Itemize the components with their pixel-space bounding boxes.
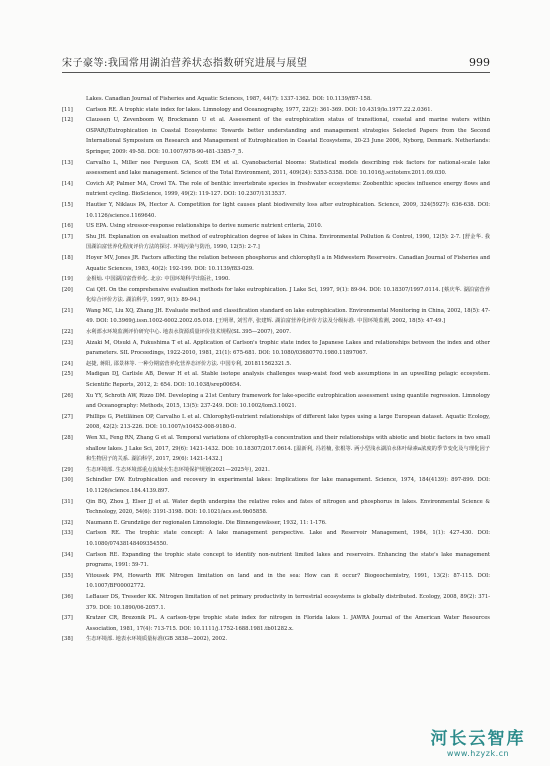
- reference-entry: [62, 274, 490, 285]
- reference-entry: [62, 200, 490, 221]
- reference-number: [16]: [62, 223, 73, 230]
- reference-number: [12]: [62, 117, 73, 124]
- reference-text: LeBauer DS, Treseder KK. Nitrogen limitation of net primary productivity in terrestrial ecosystems is globally distributed. Ecology, 2008, 89(2): 371-379. DOI: 10.1890/06-2057.1.: [86, 593, 490, 611]
- reference-text: Aizaki M, Otsuki A, Fukushima T et al. Application of Carlson's trophic state index to Japanese Lakes and relationships between the index and other parameters. SIL Proceedings, 1922-2010, 1981, 21(1): 675-681. DOI: 10.1080/03680770.1980.11897067.: [86, 339, 490, 357]
- reference-text: Schindler DW. Eutrophication and recovery in experimental lakes: Implications for lake management. Science, 1974, 184(4139): 897-899. DOI: 10.1126/science.184.4139.897.: [86, 477, 490, 494]
- reference-text: 金相灿. 中国湖泊富营养化. 北京: 中国环境科学出版社, 1990.: [86, 276, 230, 283]
- reference-entry: [62, 465, 490, 476]
- reference-text: Cai QH. On the comprehensive evaluation methods for lake eutrophication. J Lake Sci, 1997, 9(1): 89-94. DOI: 10.18307/1997.0114. [蔡庆华. 湖泊富营养化综合评价方法. 湖泊科学, 1997, 9(1): 89-94.]: [86, 286, 490, 304]
- reference-text: Lakes. Canadian Journal of Fisheries and Aquatic Sciences, 1987, 44(7): 1337-1362. DOI: 10.1139/f87-158.: [86, 96, 372, 102]
- reference-number: [34]: [62, 551, 73, 558]
- reference-text: 赵捷, 蒋阳, 邵景林等. 一种分期富营养化营养态评价方法. 中国专利, 201811562321.5.: [86, 360, 292, 367]
- header-rule: [62, 72, 490, 73]
- reference-text: Hautier Y, Niklaus PA, Hector A. Competition for light causes plant biodiversity loss after eutrophication. Science, 2009, 324(5927): 636-638. DOI: 10.1126/science.1169640.: [86, 201, 490, 219]
- reference-number: [29]: [62, 466, 73, 473]
- reference-entry: [62, 359, 490, 370]
- reference-number: [19]: [62, 276, 73, 283]
- reference-entry: [62, 412, 490, 433]
- reference-entry: [62, 221, 490, 232]
- running-header: [62, 54, 490, 69]
- reference-entry: [62, 285, 490, 306]
- reference-text: Covich AP, Palmer MA, Crowl TA. The role of benthic invertebrate species in freshwater ecosystems: Zoobenthic species influence energy flows and nutrient cycling. BioScience, 1999, 49(2): 119-127. DOI: 10.2307/1313537.: [86, 180, 490, 198]
- reference-list: [62, 94, 490, 645]
- reference-entry: [62, 253, 490, 274]
- reference-text: Carlson RE. A trophic state index for lakes. Limnology and Oceanography, 1977, 22(2): 361-369. DOI: 10.4319/lo.1977.22.2.0361.: [86, 106, 433, 113]
- reference-text: Wang MC, Liu XQ, Zhang JH. Evaluate method and classification standard on lake eutrophication. Environmental Monitoring in China, 2002, 18(5): 47-49. DOI: 10.3969/j.issn.1002-6002.2002.05.018. [王明翠, 刘雪芹, 张建辉. 湖泊富营养化评价方法及分级标准. 中国环境监测, 2002, 18(5): 47-49.]: [86, 307, 490, 325]
- reference-number: [33]: [62, 530, 73, 537]
- reference-text: Carlson RE. Expanding the trophic state concept to identify non-nutrient limited lakes and reservoirs. Enhancing the state's lake management programs, 1991: 59-71.: [86, 551, 490, 569]
- reference-text: 生态环境部. 地表水环境质量标准(GB 3838—2002), 2002.: [86, 636, 227, 643]
- reference-number: [23]: [62, 339, 73, 346]
- reference-number: [18]: [62, 254, 73, 261]
- reference-number: [15]: [62, 201, 73, 208]
- reference-entry: [62, 592, 490, 613]
- reference-number: [37]: [62, 615, 73, 622]
- reference-entry: [62, 115, 490, 157]
- reference-entry: [62, 518, 490, 529]
- reference-entry: [62, 550, 490, 571]
- reference-number: [20]: [62, 286, 73, 293]
- reference-number: [31]: [62, 498, 73, 505]
- reference-text: Wen XL, Feng RN, Zhang G et al. Temporal variations of chlorophyll-a concentration and their relationships with abiotic and biotic factors in two small shallow lakes. J Lake Sci, 2017, 29(6): 1421-1432. DOI: 10.18307/2017.0614. [温新利, 冯若楠, 张根等. 两小型浅水湖泊水体叶绿素a浓度的季节变化及与理化因子和生物因子的关系. 湖泊科学, 2017, 29(6): 1421-1432.]: [86, 435, 490, 463]
- reference-entry: [62, 327, 490, 338]
- reference-number: [35]: [62, 572, 73, 579]
- reference-entry: [62, 528, 490, 549]
- running-title: 宋子豪等:我国常用湖泊营养状态指数研究进展与展望: [62, 58, 308, 69]
- reference-text: Naumann E. Grundzüge der regionalen Limnologie. Die Binnengewässer, 1932, 11: 1-176.: [86, 519, 327, 526]
- reference-entry: [62, 94, 490, 105]
- watermark-url: www.hzyzk.cn: [446, 749, 510, 758]
- reference-entry: [62, 571, 490, 592]
- reference-number: [26]: [62, 392, 73, 399]
- reference-text: Qin BQ, Zhou J, Elser JJ et al. Water depth underpins the relative roles and fates of nitrogen and phosphorus in lakes. Environmental Science & Technology, 2020, 54(6): 3191-3198. DOI: 10.1021/acs.est.9b05858.: [86, 498, 490, 516]
- watermark-title: 河长云智库: [430, 729, 526, 749]
- reference-number: [30]: [62, 477, 73, 484]
- reference-number: [21]: [62, 307, 73, 314]
- reference-entry: [62, 105, 490, 116]
- reference-number: [32]: [62, 519, 73, 526]
- reference-number: [14]: [62, 180, 73, 187]
- reference-entry: [62, 433, 490, 465]
- reference-number: [28]: [62, 435, 73, 441]
- reference-text: 水利部水环境监测评价研究中心. 地表水资源质量评价技术规程(SL 395—2007), 2007.: [86, 329, 291, 336]
- reference-entry: [62, 497, 490, 518]
- watermark-logo: [418, 724, 538, 758]
- reference-number: [24]: [62, 360, 73, 367]
- reference-text: Phillips G, Pietiläinen OP, Carvalho L et al. Chlorophyll-nutrient relationships of different lake types using a large European dataset. Aquatic Ecology, 2008, 42(2): 213-226. DOI: 10.1007/s10452-008-9180-0.: [86, 413, 490, 431]
- reference-number: [13]: [62, 159, 73, 166]
- reference-number: [25]: [62, 371, 73, 378]
- reference-text: 生态环境部. 生态环境部重点流域水生态环境保护规划(2021—2025年), 2021.: [86, 466, 270, 473]
- reference-text: Claussen U, Zevenboom W, Brockmann U et al. Assessment of the eutrophication status of transitional, coastal and marine waters within OSPAR//Eutrophication in Coastal Ecosystems: Towards better understanding and management strategies Selected Papers from the Second International Symposium on Research and Management of Eutrophication in Coastal Ecosystems, 20-23 June 2006, Nyborg, Denmark. Netherlands: Springer, 2009: 49-58. DOI: 10.1007/978-90-481-3385-7_5.: [86, 117, 490, 155]
- reference-entry: [62, 634, 490, 645]
- page-number: 999: [469, 56, 490, 69]
- reference-number: [11]: [62, 106, 73, 113]
- reference-entry: [62, 391, 490, 412]
- reference-text: Carvalho L, Miller nee Ferguson CA, Scott EM et al. Cyanobacterial blooms: Statistical models describing risk factors for national-scale lake assessment and lake management. Science of the Total Environment, 2011, 409(24): 5353-5358. DOI: 10.1016/j.scitotenv.2011.09.030.: [86, 159, 490, 177]
- reference-text: Hoyer MV, Jones JR. Factors affecting the relation between phosphorus and chlorophyll a in Midwestern Reservoirs. Canadian Journal of Fisheries and Aquatic Sciences, 1983, 40(2): 192-199. DOI: 10.1139/f83-029.: [86, 254, 490, 272]
- reference-text: Shu JH. Explanation on evaluation method of eutrophication degree of lakes in China. Environmental Pollution & Control, 1990, 12(5): 2-7. [舒金华. 我国湖泊富营养化程度评价方法的探讨. 环境污染与防治, 1990, 12(5): 2-7.]: [86, 233, 490, 251]
- reference-entry: [62, 338, 490, 359]
- reference-entry: [62, 369, 490, 390]
- reference-number: [17]: [62, 233, 73, 240]
- reference-entry: [62, 179, 490, 200]
- reference-entry: [62, 613, 490, 634]
- reference-text: Vitousek PM, Howarth RW. Nitrogen limitation on land and in the sea: How can it occur? Biogeochemistry, 1991, 13(2): 87-115. DOI: 10.1007/BF00002772.: [86, 572, 490, 590]
- reference-text: Madigan DJ, Carlisle AB, Dewar H et al. Stable isotope analysis challenges wasp-waist food web assumptions in an upwelling pelagic ecosystem. Scientific Reports, 2012, 2: 654. DOI: 10.1038/srep00654.: [86, 371, 490, 389]
- reference-text: Xu YY, Schroth AW, Rizzo DM. Developing a 21st Century framework for lake-specific eutrophication assessment using quantile regression. Limnology and Oceanography: Methods, 2015, 13(5): 237-249. DOI: 10.1002/lom3.10021.: [86, 392, 490, 410]
- reference-number: [38]: [62, 636, 73, 643]
- reference-entry: [62, 232, 490, 253]
- reference-text: Kratzer CR, Brezonik PL. A carlson-type trophic state index for nitrogen in Florida lakes 1. JAWRA Journal of the American Water Resources Association, 1981, 17(4): 713-715. DOI: 10.1111/j.1752-1688.1981.tb01282.x.: [86, 615, 490, 632]
- reference-text: Carlson RE. The trophic state concept: A lake management perspective. Lake and Reservoir Management, 1984, 1(1): 427-430. DOI: 10.1080/07438148409354550.: [86, 530, 490, 547]
- reference-entry: [62, 475, 490, 496]
- reference-entry: [62, 158, 490, 179]
- reference-number: [22]: [62, 329, 73, 336]
- reference-number: [27]: [62, 413, 73, 420]
- reference-number: [36]: [62, 593, 73, 600]
- reference-entry: [62, 306, 490, 327]
- reference-text: US EPA. Using stressor-response relationships to derive numeric nutrient criteria, 2010.: [86, 223, 323, 230]
